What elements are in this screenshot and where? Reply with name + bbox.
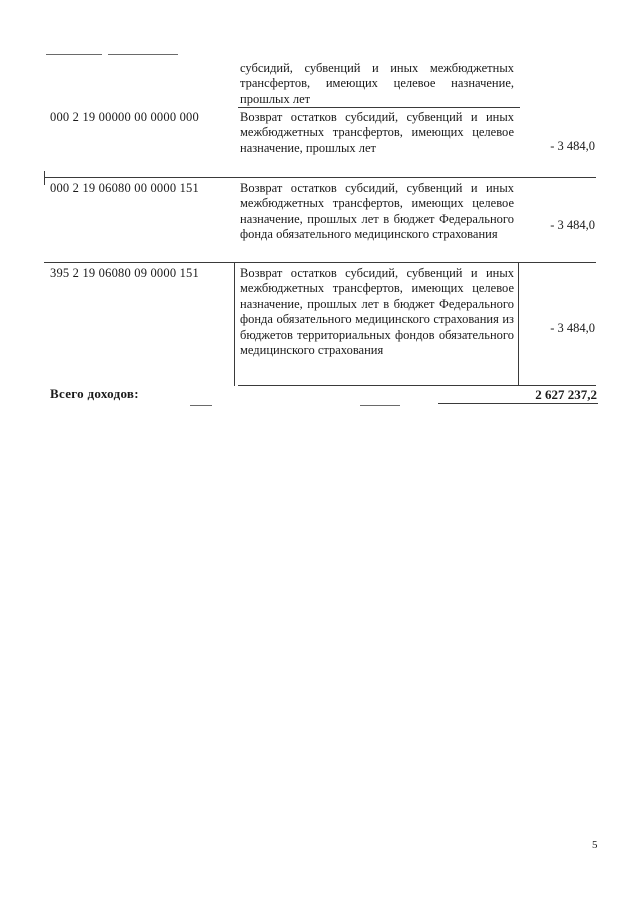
code-column-line bbox=[234, 262, 235, 386]
top-rule-right bbox=[108, 54, 178, 55]
row-1-code: 000 2 19 00000 00 0000 000 bbox=[50, 110, 199, 124]
row-1-description: Возврат остатков субсидий, субвенций и иных межбюджетных трансфертов, имеющих целевое назначение, прошлых лет bbox=[240, 110, 514, 155]
row-1-amount: - 3 484,0 bbox=[550, 139, 595, 153]
top-rule-left bbox=[46, 54, 102, 55]
row-2-description: Возврат остатков субсидий, субвенций и иных межбюджетных трансфертов, имеющих целевое назначение, прошлых лет в бюджет Федерального фонда обязательного медицинского страхования bbox=[240, 181, 514, 242]
total-underline bbox=[438, 403, 598, 404]
total-value: 2 627 237,2 bbox=[535, 387, 597, 402]
row-0-bottom-rule bbox=[238, 107, 520, 108]
stray-mark-2 bbox=[360, 405, 400, 406]
page-number: 5 bbox=[592, 839, 598, 851]
row-2-amount: - 3 484,0 bbox=[550, 218, 595, 232]
row-1-bottom-rule bbox=[44, 177, 596, 178]
row-3-code: 395 2 19 06080 09 0000 151 bbox=[50, 266, 199, 280]
row-3-description: Возврат остатков субсидий, субвенций и иных межбюджетных трансфертов, имеющих целевое назначение, прошлых лет в бюджет Федерального фонда обязательного медицинского страхования из бюджетов территориальных фондов обязательного медицинского страхования bbox=[240, 266, 514, 358]
row-2-bottom-rule bbox=[44, 262, 596, 263]
row-0-description: субсидий, субвенций и иных межбюджетных трансфертов, имеющих целевое назначение, прошлых лет bbox=[240, 61, 514, 106]
total-top-rule bbox=[238, 385, 596, 386]
row-3-amount: - 3 484,0 bbox=[550, 321, 595, 335]
stray-mark-1 bbox=[190, 405, 212, 406]
total-label: Всего доходов: bbox=[50, 386, 139, 401]
amount-column-line bbox=[518, 262, 519, 386]
row-2-code: 000 2 19 06080 00 0000 151 bbox=[50, 181, 199, 195]
left-column-line bbox=[44, 171, 45, 185]
